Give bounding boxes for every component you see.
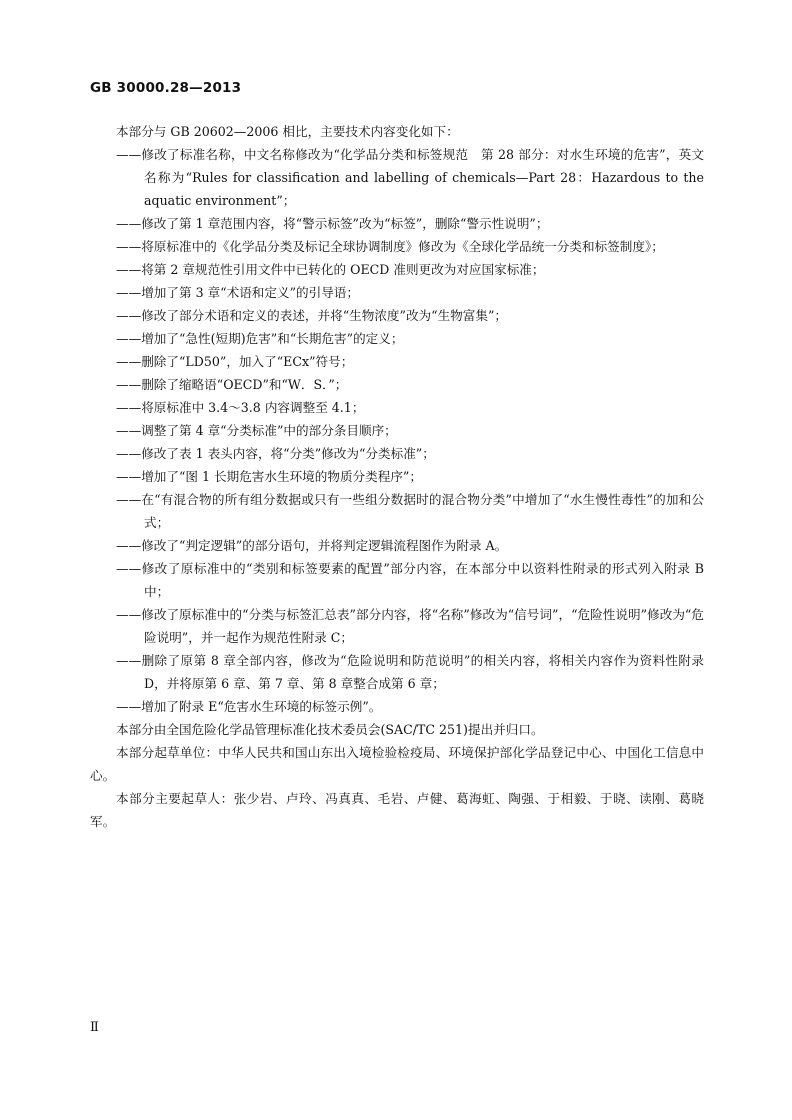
change-item: ——删除了“LD50”，加入了“ECx”符号； <box>116 354 354 369</box>
change-item: ——删除了缩略语“OECD”和“W．S．”； <box>116 377 348 392</box>
change-item: ——修改了第 1 章范围内容，将“警示标签”改为“标签”，删除“警示性说明”； <box>116 216 549 231</box>
standard-code-header: GB 30000.28—2013 <box>90 80 242 96</box>
change-item: ——将第 2 章规范性引用文件中已转化的 OECD 准则更改为对应国家标准； <box>116 262 545 277</box>
change-item: ——修改了表 1 表头内容，将“分类”修改为“分类标准”； <box>116 446 435 461</box>
change-item: ——修改了“判定逻辑”的部分语句，并将判定逻辑流程图作为附录 A。 <box>116 538 508 553</box>
change-item: ——修改了部分术语和定义的表述，并将“生物浓度”改为“生物富集”； <box>116 308 507 323</box>
proposer-paragraph: 本部分由全国危险化学品管理标准化技术委员会(SAC/TC 251)提出并归口。 <box>116 722 544 737</box>
change-item: ——增加了“图 1 长期危害水生环境的物质分类程序”； <box>116 469 422 484</box>
change-item: ——修改了标准名称，中文名称修改为“化学品分类和标签规范 第 28 部分：对水生环境的危害”，英文名称为“Rules for classification and labelling of chemicals—Part 28：Hazardous to the aquatic environment”； <box>116 147 704 208</box>
change-item: ——将原标准中 3.4～3.8 内容调整至 4.1； <box>116 400 365 415</box>
change-item: ——增加了第 3 章“术语和定义”的引导语； <box>116 285 359 300</box>
foreword-content <box>90 120 704 833</box>
change-item: ——调整了第 4 章“分类标准”中的部分条目顺序； <box>116 423 397 438</box>
change-item: ——将原标准中的《化学品分类及标记全球协调制度》修改为《全球化学品统一分类和标签制度》； <box>116 239 664 254</box>
change-item: ——增加了“急性(短期)危害”和“长期危害”的定义； <box>116 331 404 346</box>
change-item: ——修改了原标准中的“分类与标签汇总表”部分内容，将“名称”修改为“信号词”，“危险性说明”修改为“危险说明”，并一起作为规范性附录 C； <box>116 607 704 645</box>
drafters-paragraph: 本部分主要起草人：张少岩、卢玲、冯真真、毛岩、卢健、葛海虹、陶强、于相毅、于晓、读刚、葛晓军。 <box>90 791 704 829</box>
change-item: ——删除了原第 8 章全部内容，修改为“危险说明和防范说明”的相关内容，将相关内容作为资料性附录 D，并将原第 6 章、第 7 章、第 8 章整合成第 6 章； <box>116 653 704 691</box>
change-item: ——修改了原标准中的“类别和标签要素的配置”部分内容，在本部分中以资料性附录的形式列入附录 B 中； <box>116 561 704 599</box>
drafting-units-paragraph: 本部分起草单位：中华人民共和国山东出入境检验检疫局、环境保护部化学品登记中心、中国化工信息中心。 <box>90 745 704 783</box>
intro-paragraph: 本部分与 GB 20602—2006 相比，主要技术内容变化如下： <box>116 124 459 139</box>
change-item: ——增加了附录 E“危害水生环境的标签示例”。 <box>116 699 382 714</box>
page-number: Ⅱ <box>90 1020 99 1035</box>
change-item: ——在“有混合物的所有组分数据或只有一些组分数据时的混合物分类”中增加了“水生慢性毒性”的加和公式； <box>116 492 704 530</box>
